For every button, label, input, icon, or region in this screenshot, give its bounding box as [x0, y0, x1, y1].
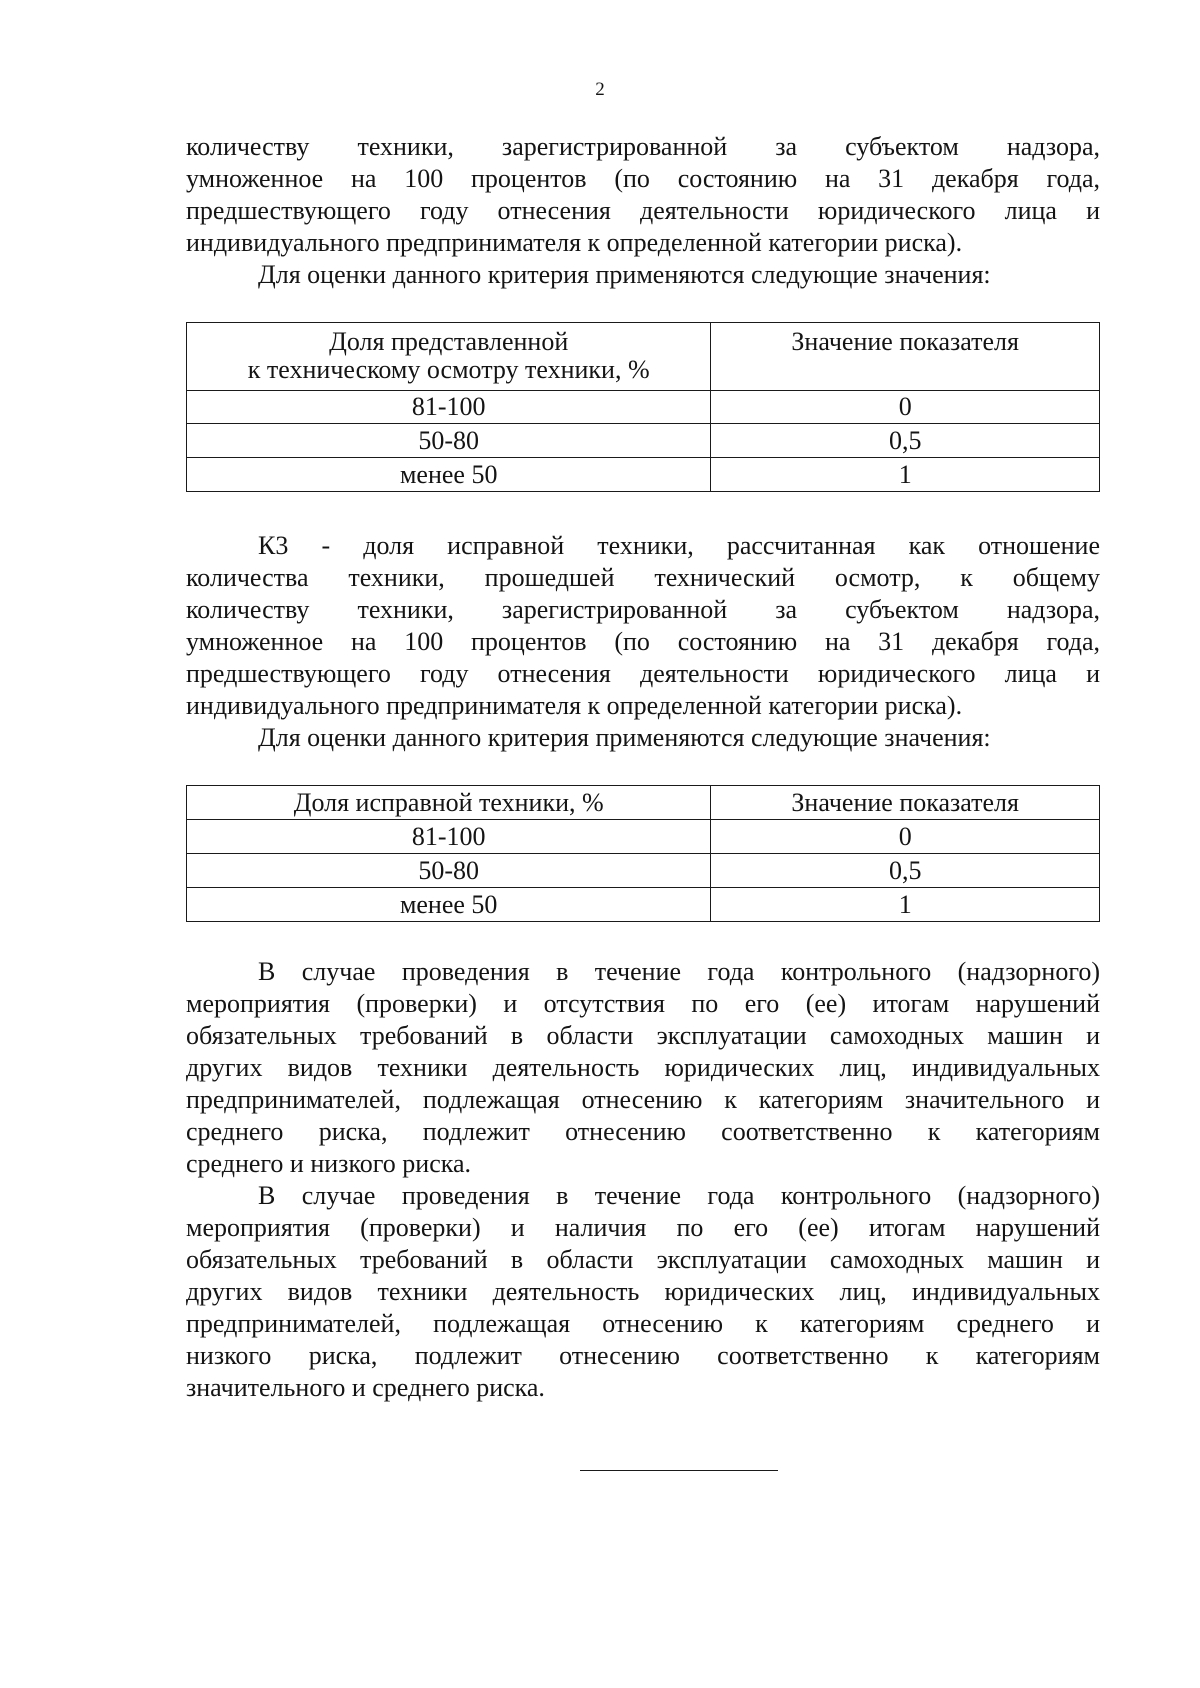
header-line: Доля представленной [329, 327, 569, 356]
table-cell: 50-80 [187, 424, 711, 458]
table-cell: 0,5 [711, 424, 1100, 458]
table-cell: 0,5 [711, 854, 1100, 888]
table-cell: 50-80 [187, 854, 711, 888]
paragraph-k3 [186, 530, 1100, 754]
text-line: количества техники, прошедшей технический осмотр, к общему [186, 563, 1100, 592]
text-line: других видов техники деятельность юридических лиц, индивидуальных [186, 1277, 1100, 1306]
text-line: других видов техники деятельность юридических лиц, индивидуальных [186, 1053, 1100, 1082]
text-line: предпринимателей, подлежащая отнесению к категориям среднего и [186, 1309, 1100, 1338]
text-line: значительного и среднего риска. [186, 1373, 545, 1402]
paragraph-no-violations [186, 956, 1100, 1180]
table-row [187, 854, 1100, 888]
technical-inspection-share-table [186, 322, 1100, 492]
text-line: низкого риска, подлежит отнесению соответственно к категориям [186, 1341, 1100, 1370]
table-header-cell: Значение показателя [711, 323, 1100, 391]
table-row [187, 458, 1100, 492]
criterion-intro: Для оценки данного критерия применяются следующие значения: [258, 723, 991, 752]
end-divider [580, 1470, 778, 1471]
table-cell: 0 [711, 391, 1100, 424]
criterion-intro: Для оценки данного критерия применяются следующие значения: [258, 260, 991, 289]
table-header-row [187, 786, 1100, 820]
table-cell: 0 [711, 820, 1100, 854]
table-header-cell: Значение показателя [711, 786, 1100, 820]
paragraph-k2-continuation [186, 131, 1100, 291]
serviceable-equipment-share-table [186, 785, 1100, 922]
table-row [187, 424, 1100, 458]
table-cell: 1 [711, 458, 1100, 492]
text-line: К3 - доля исправной техники, рассчитанная как отношение [258, 531, 1100, 560]
text-line: умноженное на 100 процентов (по состоянию на 31 декабря года, [186, 627, 1100, 656]
text-line: количеству техники, зарегистрированной за субъектом надзора, [186, 132, 1100, 161]
text-line: умноженное на 100 процентов (по состоянию на 31 декабря года, [186, 164, 1100, 193]
text-line: В случае проведения в течение года контрольного (надзорного) [258, 1181, 1100, 1210]
table-header-row [187, 323, 1100, 391]
table-cell: 1 [711, 888, 1100, 922]
text-line: обязательных требований в области эксплуатации самоходных машин и [186, 1245, 1100, 1274]
table-cell: 81-100 [187, 391, 711, 424]
text-line: индивидуального предпринимателя к определенной категории риска). [186, 691, 963, 720]
paragraph-with-violations [186, 1180, 1100, 1404]
table-header-cell: Доля исправной техники, % [187, 786, 711, 820]
page-number: 2 [595, 79, 605, 100]
text-line: количеству техники, зарегистрированной за субъектом надзора, [186, 595, 1100, 624]
text-line: В случае проведения в течение года контрольного (надзорного) [258, 957, 1100, 986]
table-cell: 81-100 [187, 820, 711, 854]
table-row [187, 391, 1100, 424]
text-line: индивидуального предпринимателя к определенной категории риска). [186, 228, 963, 257]
table-header-cell [187, 323, 711, 391]
table-cell: менее 50 [187, 888, 711, 922]
text-line: среднего и низкого риска. [186, 1149, 472, 1178]
text-line: обязательных требований в области эксплуатации самоходных машин и [186, 1021, 1100, 1050]
text-line: предшествующего году отнесения деятельности юридического лица и [186, 196, 1100, 225]
text-line: предшествующего году отнесения деятельности юридического лица и [186, 659, 1100, 688]
text-line: мероприятия (проверки) и отсутствия по его (ее) итогам нарушений [186, 989, 1100, 1018]
table-cell: менее 50 [187, 458, 711, 492]
text-line: мероприятия (проверки) и наличия по его (ее) итогам нарушений [186, 1213, 1100, 1242]
table-row [187, 820, 1100, 854]
text-line: предпринимателей, подлежащая отнесению к категориям значительного и [186, 1085, 1100, 1114]
table-row [187, 888, 1100, 922]
text-line: среднего риска, подлежит отнесению соответственно к категориям [186, 1117, 1100, 1146]
header-line: к техническому осмотру техники, % [247, 355, 650, 384]
